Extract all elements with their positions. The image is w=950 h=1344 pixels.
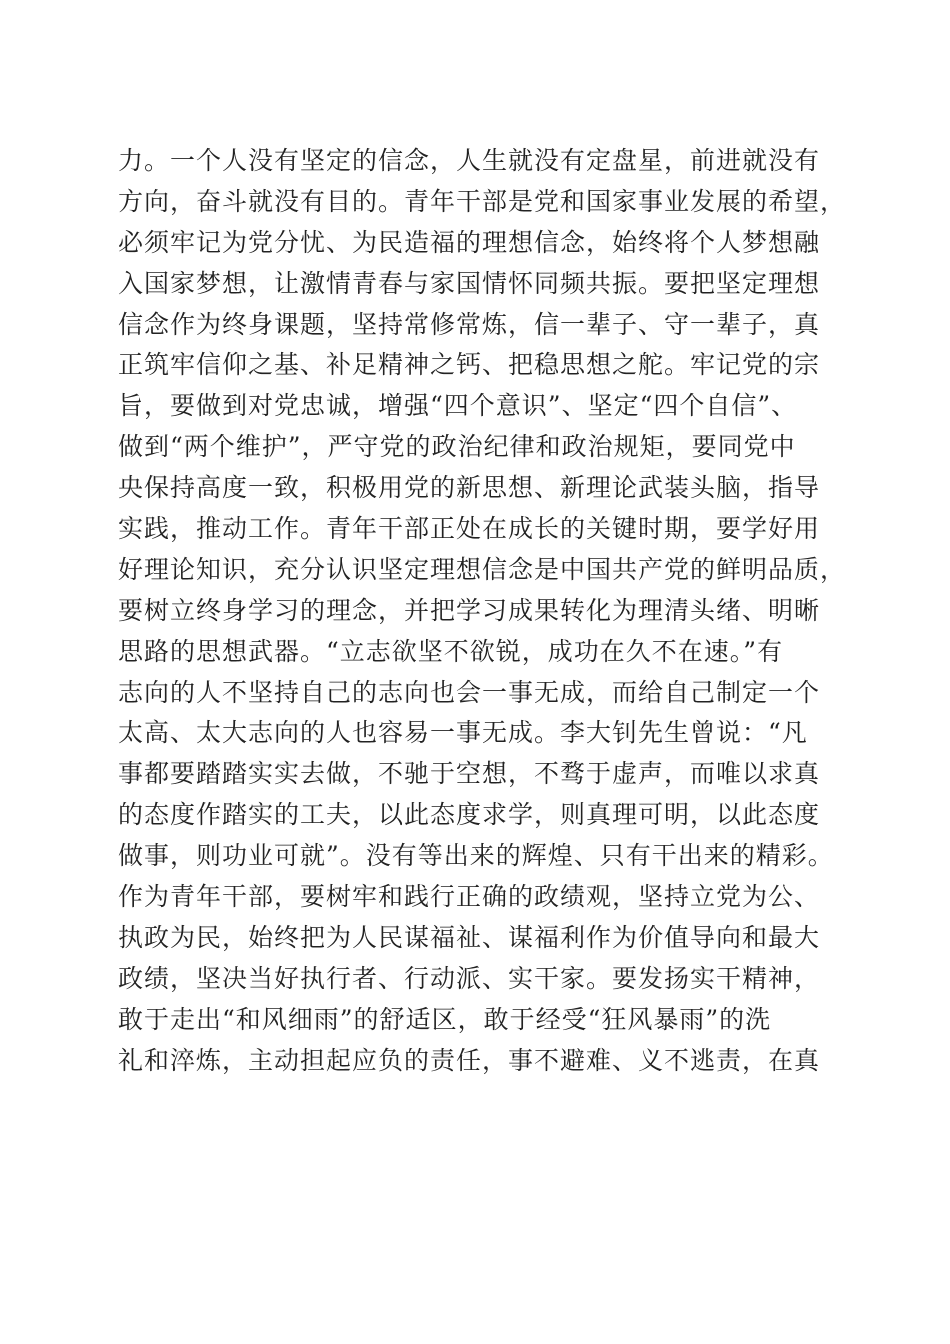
text-line: 旨，要做到对党忠诚，增强“四个意识”、坚定“四个自信”、 <box>118 391 798 421</box>
text-line: 志向的人不坚持自己的志向也会一事无成，而给自己制定一个 <box>118 677 821 707</box>
text-line: 思路的思想武器。“立志欲坚不欲锐，成功在久不在速。”有 <box>118 636 784 666</box>
body-text <box>118 141 847 1081</box>
text-line: 方向，奋斗就没有目的。青年干部是党和国家事业发展的希望， <box>118 186 847 216</box>
text-line: 敢于走出“和风细雨”的舒适区，敢于经受“狂风暴雨”的洗 <box>118 1004 772 1034</box>
text-line: 正筑牢信仰之基、补足精神之钙、把稳思想之舵。牢记党的宗 <box>118 350 821 380</box>
text-line: 执政为民，始终把为人民谋福祉、谋福利作为价值导向和最大 <box>118 922 821 952</box>
text-line: 好理论知识，充分认识坚定理想信念是中国共产党的鲜明品质， <box>118 554 847 584</box>
text-line: 作为青年干部，要树牢和践行正确的政绩观，坚持立党为公、 <box>118 882 821 912</box>
text-line: 实践，推动工作。青年干部正处在成长的关键时期，要学好用 <box>118 514 821 544</box>
text-line: 的态度作踏实的工夫，以此态度求学，则真理可明，以此态度 <box>118 800 821 830</box>
text-line: 信念作为终身课题，坚持常修常炼，信一辈子、守一辈子，真 <box>118 309 821 339</box>
text-line: 政绩，坚决当好执行者、行动派、实干家。要发扬实干精神， <box>118 963 821 993</box>
text-line: 事都要踏踏实实去做，不驰于空想，不骛于虚声，而唯以求真 <box>118 759 821 789</box>
text-line: 入国家梦想，让激情青春与家国情怀同频共振。要把坚定理想 <box>118 268 821 298</box>
text-line: 央保持高度一致，积极用党的新思想、新理论武装头脑，指导 <box>118 473 821 503</box>
text-line: 礼和淬炼，主动担起应负的责任，事不避难、义不逃责，在真 <box>118 1045 821 1075</box>
text-line: 做事，则功业可就”。没有等出来的辉煌、只有干出来的精彩。 <box>118 841 834 871</box>
text-line: 必须牢记为党分忧、为民造福的理想信念，始终将个人梦想融 <box>118 227 821 257</box>
text-line: 太高、太大志向的人也容易一事无成。李大钊先生曾说：“凡 <box>118 718 808 748</box>
text-line: 要树立终身学习的理念，并把学习成果转化为理清头绪、明晰 <box>118 595 821 625</box>
text-line: 做到“两个维护”，严守党的政治纪律和政治规矩，要同党中 <box>118 432 796 462</box>
text-line: 力。一个人没有坚定的信念，人生就没有定盘星，前进就没有 <box>118 146 821 175</box>
